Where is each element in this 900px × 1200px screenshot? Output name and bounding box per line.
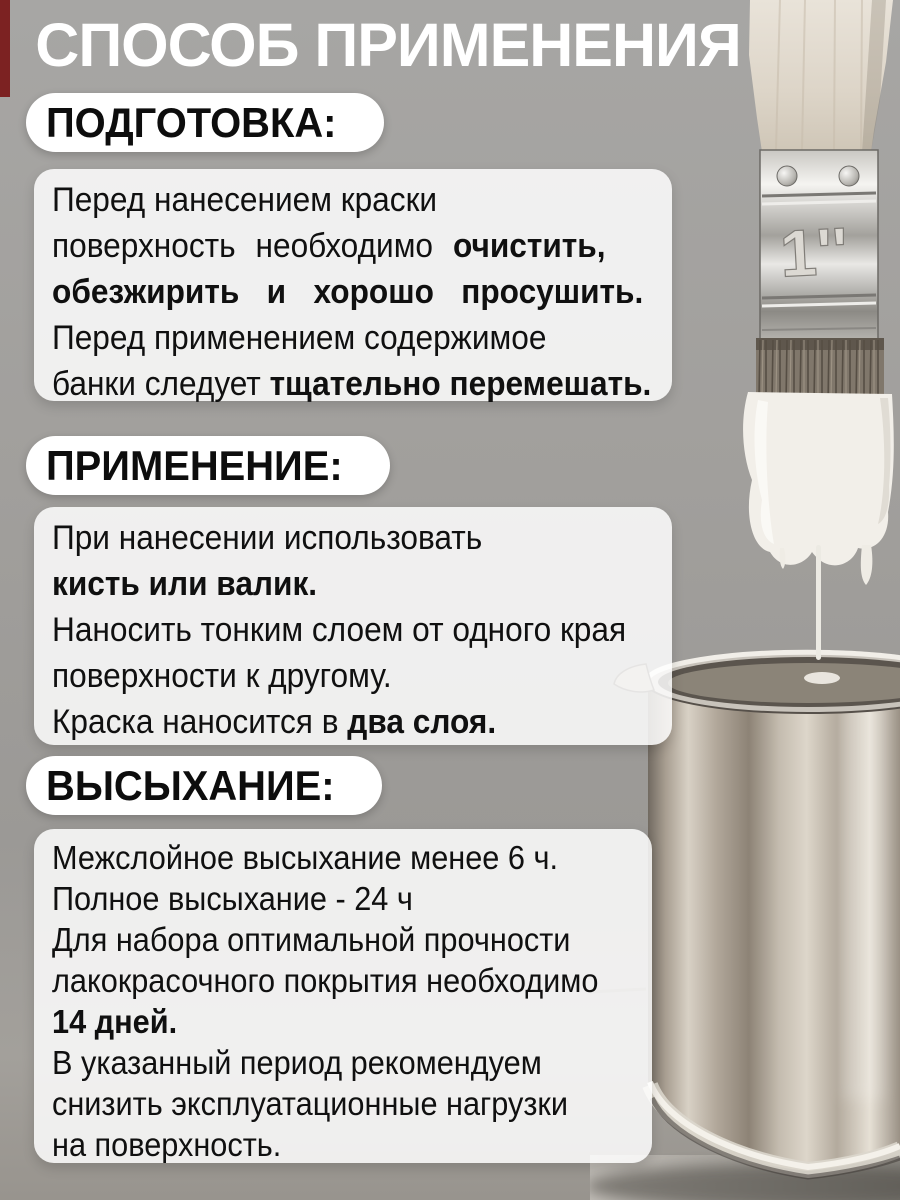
section-body-box (34, 169, 672, 401)
paint-drip-small (780, 548, 786, 569)
regular-text: Краска наносится в (52, 703, 348, 741)
body-line (52, 515, 610, 561)
body-line (52, 177, 610, 223)
paint-drip-mid (861, 545, 873, 585)
paint-blob (743, 392, 894, 660)
regular-text: Межслойное высыхание менее 6 ч. (52, 839, 559, 876)
body-line (52, 223, 610, 269)
body-line (52, 1001, 591, 1042)
body-line (52, 1083, 591, 1124)
bold-text: 14 дней. (52, 1003, 178, 1040)
section-header-label: ПРИМЕНЕНИЕ: (46, 441, 343, 489)
body-line (52, 960, 599, 1001)
body-line (52, 878, 591, 919)
regular-text: Наносить тонким слоем от одного края (52, 611, 627, 649)
rivet-left (777, 166, 797, 186)
body-line (52, 1042, 591, 1083)
bold-text: два слоя. (347, 703, 497, 741)
body-line (52, 919, 591, 960)
body-line (52, 653, 610, 699)
section-header-label: ПОДГОТОВКА: (46, 98, 337, 146)
regular-text: лакокрасочного покрытия необходимо (52, 962, 599, 999)
ferrule-size-label: 1'' (778, 213, 850, 291)
body-line (52, 315, 610, 361)
regular-text: Полное высыхание - 24 ч (52, 880, 413, 917)
bold-text: тщательно перемешать. (269, 365, 652, 403)
bold-text: очистить, (452, 227, 606, 265)
rivet-right (839, 166, 859, 186)
regular-text: Перед применением содержимое (52, 319, 547, 357)
body-line (52, 837, 591, 878)
body-line (52, 361, 652, 407)
regular-text: снизить эксплуатационные нагрузки (52, 1085, 568, 1122)
body-line (52, 1124, 591, 1165)
regular-text: банки следует (52, 365, 270, 403)
regular-text: Для набора оптимальной прочности (52, 921, 571, 958)
body-line (52, 607, 627, 653)
paint-brush (743, 0, 894, 660)
section-body-box (34, 507, 672, 745)
page-title: СПОСОБ ПРИМЕНЕНИЯ (35, 11, 741, 79)
section-body-box (34, 829, 652, 1163)
paint-pool (804, 672, 840, 684)
regular-text: поверхности к другому. (52, 657, 392, 695)
section-header-label: ВЫСЫХАНИЕ: (46, 761, 335, 809)
body-line (52, 699, 610, 745)
bold-text: обезжирить и хорошо просушить. (52, 273, 644, 311)
regular-text: на поверхность. (52, 1126, 282, 1163)
red-edge-mark (0, 0, 10, 97)
regular-text: В указанный период рекомендуем (52, 1044, 542, 1081)
paint-drip-long (816, 545, 821, 660)
section-header-pill (26, 93, 384, 152)
brush-ferrule (760, 150, 878, 340)
bold-text: кисть или валик. (52, 565, 318, 603)
section-header-pill (26, 756, 382, 815)
regular-text: поверхность необходимо (52, 227, 453, 265)
section-header-pill (26, 436, 390, 495)
regular-text: Перед нанесением краски (52, 181, 438, 219)
body-line (52, 269, 644, 315)
regular-text: При нанесении использовать (52, 519, 483, 557)
body-line (52, 561, 610, 607)
